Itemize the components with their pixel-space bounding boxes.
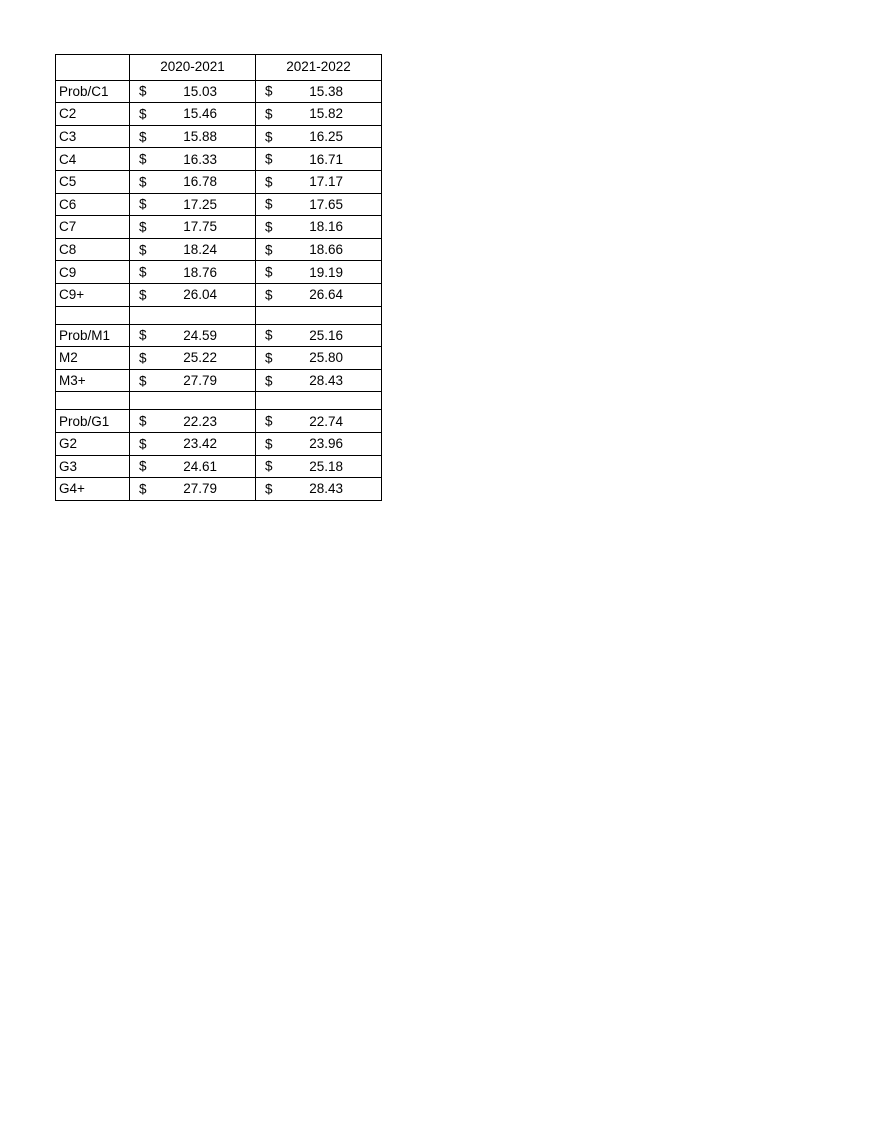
rate-cell [130,432,256,455]
rate-cell [130,193,256,216]
rate-cell [130,103,256,126]
currency-symbol: $ [139,350,147,366]
column-header-2020-2021: 2020-2021 [130,55,256,81]
rate-cell [130,170,256,193]
currency-symbol: $ [265,129,273,145]
row-label: C4 [56,148,130,171]
rate-amount: 18.16 [309,219,343,235]
currency-symbol: $ [265,436,273,452]
table-row [56,410,382,433]
table-spacer-row [56,392,382,410]
rate-amount: 23.96 [309,436,343,452]
currency-symbol: $ [265,413,273,429]
rate-cell [130,125,256,148]
rate-cell [256,170,382,193]
row-label: Prob/C1 [56,80,130,103]
rate-amount: 22.74 [309,413,343,429]
rate-cell [256,324,382,347]
rate-amount: 15.88 [183,129,217,145]
rate-cell [256,261,382,284]
rate-amount: 28.43 [309,373,343,389]
table-row [56,170,382,193]
row-label: Prob/G1 [56,410,130,433]
rate-amount: 17.17 [309,174,343,190]
currency-symbol: $ [265,373,273,389]
rate-cell [130,283,256,306]
row-label [56,392,130,410]
pay-rate-table [55,54,382,501]
currency-symbol: $ [265,106,273,122]
currency-symbol: $ [265,196,273,212]
row-label: G2 [56,432,130,455]
rate-cell [130,410,256,433]
currency-symbol: $ [139,436,147,452]
rate-amount: 25.22 [183,350,217,366]
rate-cell [130,261,256,284]
row-label: G4+ [56,478,130,501]
currency-symbol: $ [265,151,273,167]
rate-amount: 25.16 [309,327,343,343]
rate-amount: 24.59 [183,327,217,343]
rate-cell [256,216,382,239]
table-header [56,55,382,81]
row-label: M2 [56,347,130,370]
rate-cell [256,193,382,216]
rate-amount: 15.46 [183,106,217,122]
rate-cell [130,216,256,239]
currency-symbol: $ [139,413,147,429]
table-row [56,238,382,261]
rate-amount: 18.76 [183,264,217,280]
rate-amount: 18.24 [183,242,217,258]
rate-cell [256,455,382,478]
currency-symbol: $ [139,373,147,389]
row-label: C5 [56,170,130,193]
currency-symbol: $ [139,264,147,280]
table-header-row [56,55,382,81]
table-row [56,193,382,216]
row-label: C8 [56,238,130,261]
currency-symbol: $ [265,242,273,258]
table-spacer-row [56,306,382,324]
rate-amount: 19.19 [309,264,343,280]
rate-cell [256,478,382,501]
row-label [56,306,130,324]
rate-cell [256,347,382,370]
rate-cell [130,238,256,261]
currency-symbol: $ [265,219,273,235]
currency-symbol: $ [265,83,273,99]
currency-symbol: $ [139,129,147,145]
rate-amount: 25.18 [309,458,343,474]
rate-cell [256,432,382,455]
currency-symbol: $ [265,327,273,343]
rate-amount: 17.25 [183,196,217,212]
currency-symbol: $ [139,327,147,343]
rate-cell [256,238,382,261]
table-row [56,283,382,306]
rate-amount: 16.71 [309,151,343,167]
rate-cell [130,392,256,410]
rate-amount: 16.78 [183,174,217,190]
currency-symbol: $ [265,174,273,190]
currency-symbol: $ [139,174,147,190]
table-row [56,432,382,455]
currency-symbol: $ [139,83,147,99]
currency-symbol: $ [139,481,147,497]
table-row [56,80,382,103]
rate-cell [130,306,256,324]
rate-amount: 28.43 [309,481,343,497]
rate-cell [256,80,382,103]
currency-symbol: $ [265,264,273,280]
table-row [56,347,382,370]
rate-cell [256,392,382,410]
rate-cell [256,369,382,392]
rate-amount: 15.03 [183,83,217,99]
table-row [56,324,382,347]
currency-symbol: $ [265,287,273,303]
rate-amount: 27.79 [183,481,217,497]
row-label: C7 [56,216,130,239]
currency-symbol: $ [139,106,147,122]
currency-symbol: $ [139,219,147,235]
row-label: C2 [56,103,130,126]
rate-cell [130,455,256,478]
row-label: M3+ [56,369,130,392]
rate-cell [130,478,256,501]
row-label: C9+ [56,283,130,306]
row-label: G3 [56,455,130,478]
currency-symbol: $ [265,350,273,366]
rate-cell [256,306,382,324]
column-header-2021-2022: 2021-2022 [256,55,382,81]
currency-symbol: $ [139,287,147,303]
rate-cell [256,125,382,148]
column-header-blank [56,55,130,81]
rate-amount: 17.65 [309,196,343,212]
table-row [56,261,382,284]
rate-amount: 16.25 [309,129,343,145]
currency-symbol: $ [139,196,147,212]
rate-amount: 25.80 [309,350,343,366]
table-row [56,455,382,478]
rate-amount: 17.75 [183,219,217,235]
currency-symbol: $ [265,458,273,474]
currency-symbol: $ [139,151,147,167]
rate-cell [130,80,256,103]
rate-amount: 15.38 [309,83,343,99]
rate-cell [256,148,382,171]
rate-cell [130,369,256,392]
rate-amount: 16.33 [183,151,217,167]
rate-cell [256,410,382,433]
table-row [56,125,382,148]
table-body [56,80,382,500]
row-label: C9 [56,261,130,284]
row-label: C3 [56,125,130,148]
rate-cell [256,283,382,306]
rate-amount: 18.66 [309,242,343,258]
table-row [56,478,382,501]
currency-symbol: $ [139,242,147,258]
table-row [56,103,382,126]
rate-amount: 27.79 [183,373,217,389]
row-label: Prob/M1 [56,324,130,347]
rate-amount: 26.04 [183,287,217,303]
currency-symbol: $ [139,458,147,474]
rate-amount: 22.23 [183,413,217,429]
rate-amount: 24.61 [183,458,217,474]
rate-cell [256,103,382,126]
currency-symbol: $ [265,481,273,497]
rate-amount: 15.82 [309,106,343,122]
rate-cell [130,148,256,171]
rate-cell [130,324,256,347]
table-row [56,216,382,239]
table-row [56,148,382,171]
rate-cell [130,347,256,370]
table-row [56,369,382,392]
rate-amount: 23.42 [183,436,217,452]
row-label: C6 [56,193,130,216]
rate-amount: 26.64 [309,287,343,303]
